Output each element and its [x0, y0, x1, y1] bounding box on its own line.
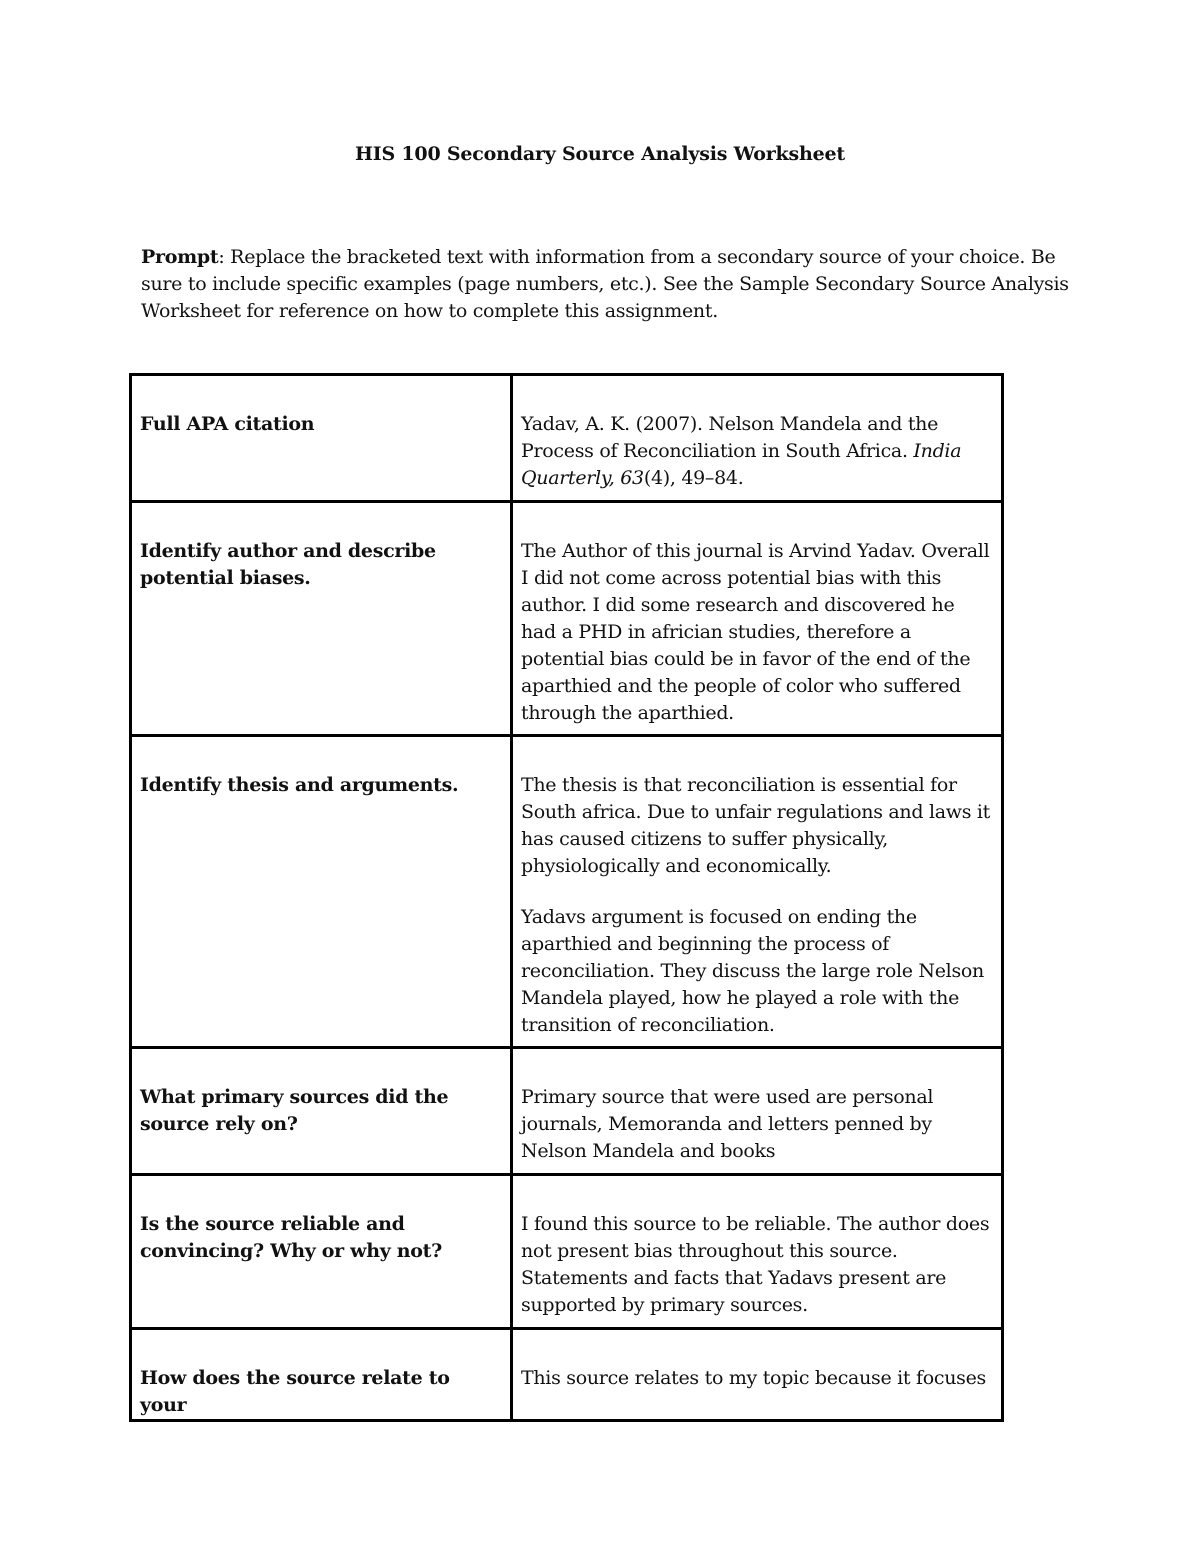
row-label — [131, 1048, 512, 1175]
prompt-text: : Replace the bracketed text with information from a secondary source of your choice. Be sure to include specific examples (page numbers, etc.). See the Sample Secondary Source Analysis Worksheet for reference on how to complete this assignment. — [141, 246, 1069, 322]
row-label-text: Full APA citation — [140, 413, 315, 435]
row-label-text: What primary sources did the source rely on? — [140, 1086, 449, 1135]
row-paragraph: Primary source that were used are personal journals, Memoranda and letters penned by Nelson Mandela and books — [521, 1086, 934, 1162]
table-row-citation — [131, 375, 1003, 502]
row-value — [512, 502, 1003, 736]
citation-journal: India Quarterly, 63 — [521, 440, 962, 489]
row-value — [512, 1175, 1003, 1329]
table-row-relation — [131, 1329, 1003, 1421]
table-row-thesis — [131, 736, 1003, 1048]
page-title: HIS 100 Secondary Source Analysis Worksheet — [355, 143, 845, 165]
row-label-text: Is the source reliable and convincing? Why or why not? — [140, 1213, 442, 1262]
row-label-text: Identify thesis and arguments. — [140, 774, 459, 796]
table-row-author — [131, 502, 1003, 736]
worksheet-table-container — [129, 373, 1002, 1422]
row-paragraph: The thesis is that reconciliation is essential for South africa. Due to unfair regulations and laws it has caused citizens to suffer physically, physiologically and economically. — [521, 774, 991, 877]
row-paragraph: I found this source to be reliable. The author does not present bias throughout this source. Statements and facts that Yadavs present are supported by primary sources. — [521, 1213, 990, 1316]
worksheet-table — [129, 373, 1004, 1422]
row-paragraph: The Author of this journal is Arvind Yadav. Overall I did not come across potential bias with this author. I did some research and discovered he had a PHD in africian studies, therefore a potential bias could be in favor of the end of the aparthied and the people of color who suffered through the aparthied. — [521, 540, 990, 724]
row-paragraph: This source relates to my topic because it focuses — [521, 1367, 987, 1389]
row-paragraph: Yadavs argument is focused on ending the aparthied and beginning the process of reconciliation. They discuss the large role Nelson Mandela played, how he played a role with the transition of reconciliation. — [521, 906, 984, 1036]
row-label — [131, 1175, 512, 1329]
row-label — [131, 502, 512, 736]
prompt-paragraph — [141, 244, 1071, 325]
row-value — [512, 1048, 1003, 1175]
citation-pre: Yadav, A. K. (2007). Nelson Mandela and the Process of Reconciliation in South Africa. — [521, 413, 939, 462]
row-label-text: Identify author and describe potential biases. — [140, 540, 436, 589]
table-row-reliability — [131, 1175, 1003, 1329]
table-row-primary-sources — [131, 1048, 1003, 1175]
row-value — [512, 736, 1003, 1048]
row-label — [131, 736, 512, 1048]
row-value — [512, 1329, 1003, 1421]
citation-post: (4), 49–84. — [643, 467, 744, 489]
prompt-label: Prompt — [141, 246, 219, 268]
row-label — [131, 1329, 512, 1421]
row-label-text: How does the source relate to your — [140, 1367, 450, 1416]
row-value — [512, 375, 1003, 502]
row-label — [131, 375, 512, 502]
